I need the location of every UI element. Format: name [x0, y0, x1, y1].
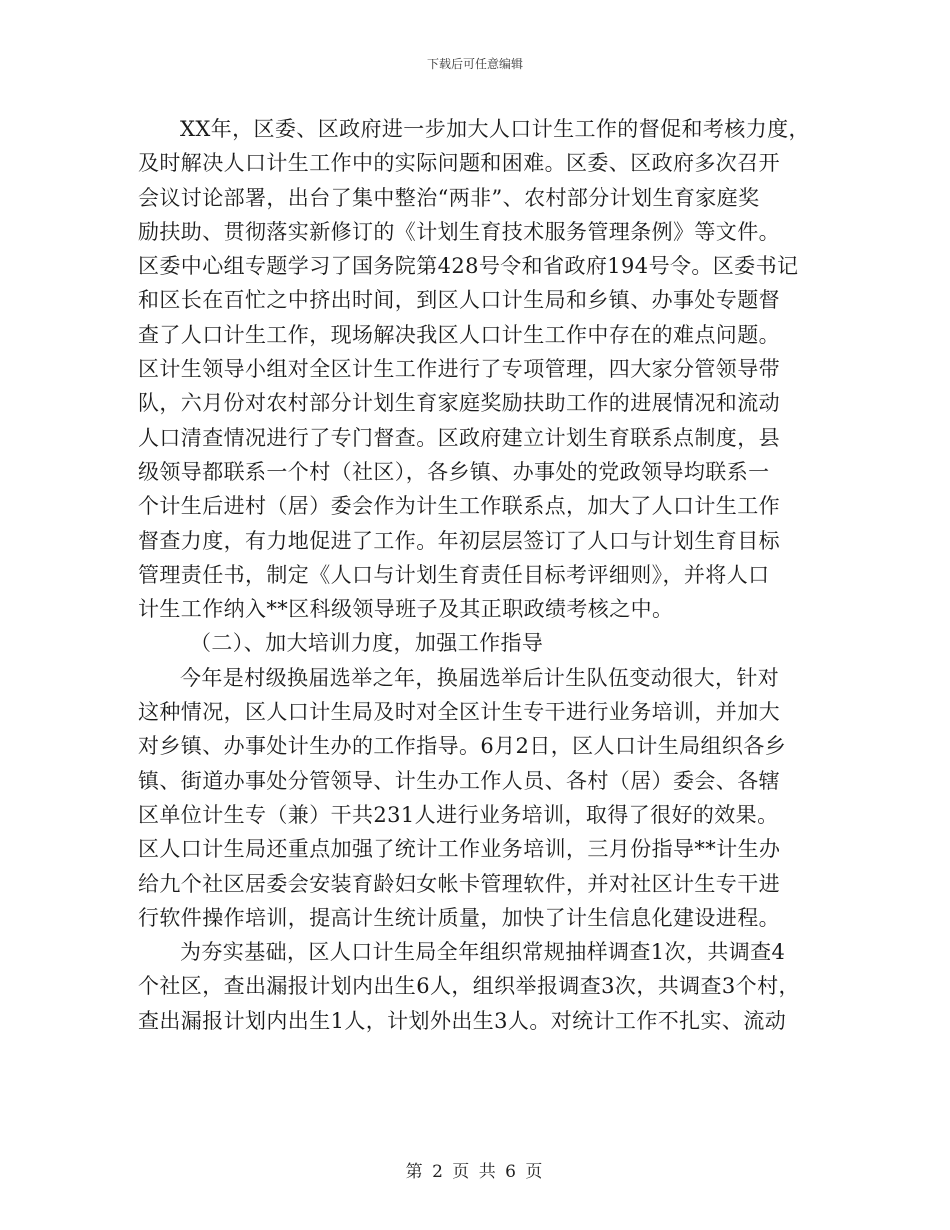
paragraph-line: 人口清查情况进行了专门督查。区政府建立计划生育联系点制度，县: [138, 425, 780, 450]
section-heading: （二）、加大培训力度，加强工作指导: [190, 631, 544, 656]
paragraph-line: 这种情况，区人口计生局及时对全区计生专干进行业务培训，并加大: [138, 700, 780, 725]
paragraph-line: 查出漏报计划内出生1人，计划外出生3人。对统计工作不扎实、流动: [138, 1008, 787, 1033]
paragraph-line: 行软件操作培训，提高计生统计质量，加快了计生信息化建设进程。: [138, 905, 780, 930]
document-body: [138, 112, 828, 1038]
paragraph-line: 给九个社区居委会安装育龄妇女帐卡管理软件，并对社区计生专干进: [138, 871, 780, 896]
header-note: 下载后可任意编辑: [426, 57, 523, 71]
paragraph-line: 查了人口计生工作，现场解决我区人口计生工作中存在的难点问题。: [138, 322, 780, 347]
paragraph-line: 级领导都联系一个村（社区），各乡镇、办事处的党政领导均联系一: [138, 459, 770, 484]
paragraph-line: 镇、街道办事处分管领导、计生办工作人员、各村（居）委会、各辖: [138, 768, 780, 793]
paragraph-line: 个计生后进村（居）委会作为计生工作联系点，加大了人口计生工作: [138, 494, 780, 519]
paragraph-line: 区委中心组专题学习了国务院第428号令和省政府194号令。区委书记: [138, 254, 799, 279]
paragraph-line: 区计生领导小组对全区计生工作进行了专项管理，四大家分管领导带: [138, 357, 780, 382]
paragraph-line: 会议讨论部署，出台了集中整治“两非”、农村部分计划生育家庭奖: [138, 185, 760, 210]
paragraph-line: 对乡镇、办事处计生办的工作指导。6月2日，区人口计生局组织各乡: [138, 734, 787, 759]
paragraph-line: 管理责任书，制定《人口与计划生育责任目标考评细则》，并将人口: [138, 562, 770, 587]
paragraph-line: 及时解决人口计生工作中的实际问题和困难。区委、区政府多次召开: [138, 151, 780, 176]
page-number-footer: 第 2 页 共 6 页: [405, 1162, 545, 1182]
paragraph-line: 区单位计生专（兼）干共231人进行业务培训，取得了很好的效果。: [138, 802, 779, 827]
paragraph-line: XX年，区委、区政府进一步加大人口计生工作的督促和考核力度，: [180, 117, 810, 141]
paragraph-line: 为夯实基础，区人口计生局全年组织常规抽样调查1次，共调查4: [180, 940, 786, 965]
paragraph-line: 区人口计生局还重点加强了统计工作业务培训，三月份指导**计生办: [138, 837, 781, 862]
paragraph-line: 个社区，查出漏报计划内出生6人，组织举报调查3次，共调查3个村，: [138, 974, 800, 999]
paragraph-line: 督查力度，有力地促进了工作。年初层层签订了人口与计划生育目标: [138, 528, 780, 553]
paragraph-line: 和区长在百忙之中挤出时间，到区人口计生局和乡镇、办事处专题督: [138, 288, 780, 313]
paragraph-line: 计生工作纳入**区科级领导班子及其正职政绩考核之中。: [138, 597, 674, 622]
paragraph-line: 今年是村级换届选举之年，换届选举后计生队伍变动很大，针对: [180, 665, 780, 690]
paragraph-line: 励扶助、贯彻落实新修订的《计划生育技术服务管理条例》等文件。: [138, 219, 780, 244]
paragraph-line: 队，六月份对农村部分计划生育家庭奖励扶助工作的进展情况和流动: [138, 391, 780, 416]
